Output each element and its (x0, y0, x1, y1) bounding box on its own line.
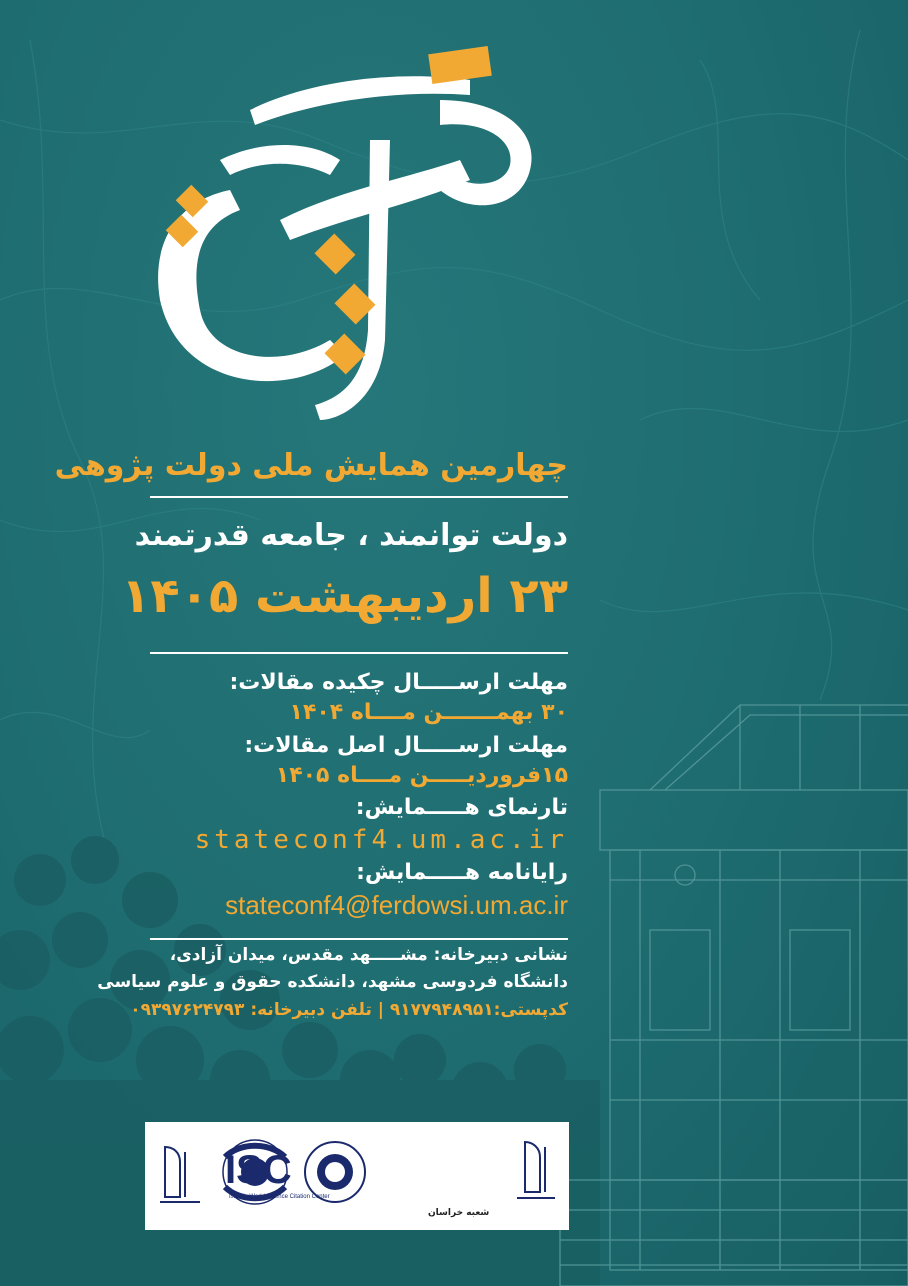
conference-subtitle: چهارمین همایش ملی دولت پژوهی (54, 448, 568, 483)
poster-text-column (54, 0, 568, 1286)
contact-line: کدپستی:۹۱۷۷۹۴۸۹۵۱ | تلفن دبیرخانه: ۰۹۳۹۷۶۲۴۷۹۳ (130, 1000, 568, 1020)
sponsor-logos-art (145, 1122, 569, 1230)
divider (150, 652, 568, 654)
khorasan-branch-label: شعبه خراسان (428, 1208, 490, 1218)
ferdowsi-university-logo-icon (160, 1147, 200, 1202)
abstract-deadline-value: ۳۰ بهمـــــــن مــــاه ۱۴۰۴ (289, 700, 568, 725)
sponsor-logo-strip (145, 1122, 569, 1230)
website-link[interactable]: stateconf4.um.ac.ir (194, 825, 568, 855)
abstract-deadline-label: مهلت ارســـــال چکیده مقالات: (229, 670, 568, 695)
conference-theme: دولت توانمند ، جامعه قدرتمند (134, 518, 568, 553)
divider (150, 938, 568, 940)
website-label: تارنمای هـــــمایش: (355, 795, 568, 820)
email-label: رایانامه هـــــمایش: (356, 860, 568, 885)
political-science-association-logo-icon (305, 1142, 365, 1202)
divider (150, 496, 568, 498)
address-line-1: نشانی دبیرخانه: مشـــــهد مقدس، میدان آزادی، (169, 945, 568, 965)
isc-logo-subtext: Islamic World Science Citation Center (229, 1194, 330, 1200)
email-link[interactable]: stateconf4@ferdowsi.um.ac.ir (225, 890, 568, 920)
event-date: ۲۳ اردیبهشت ۱۴۰۵ (121, 568, 568, 624)
isc-logo-text: ISC (225, 1148, 292, 1192)
law-faculty-logo-icon (517, 1142, 555, 1198)
address-line-2: دانشگاه فردوسی مشهد، دانشکده حقوق و علوم سیاسی (97, 972, 568, 992)
fullpaper-deadline-label: مهلت ارســـــال اصل مقالات: (244, 733, 568, 758)
fullpaper-deadline-value: ۱۵فروردیـــــن مــــاه ۱۴۰۵ (275, 763, 568, 788)
